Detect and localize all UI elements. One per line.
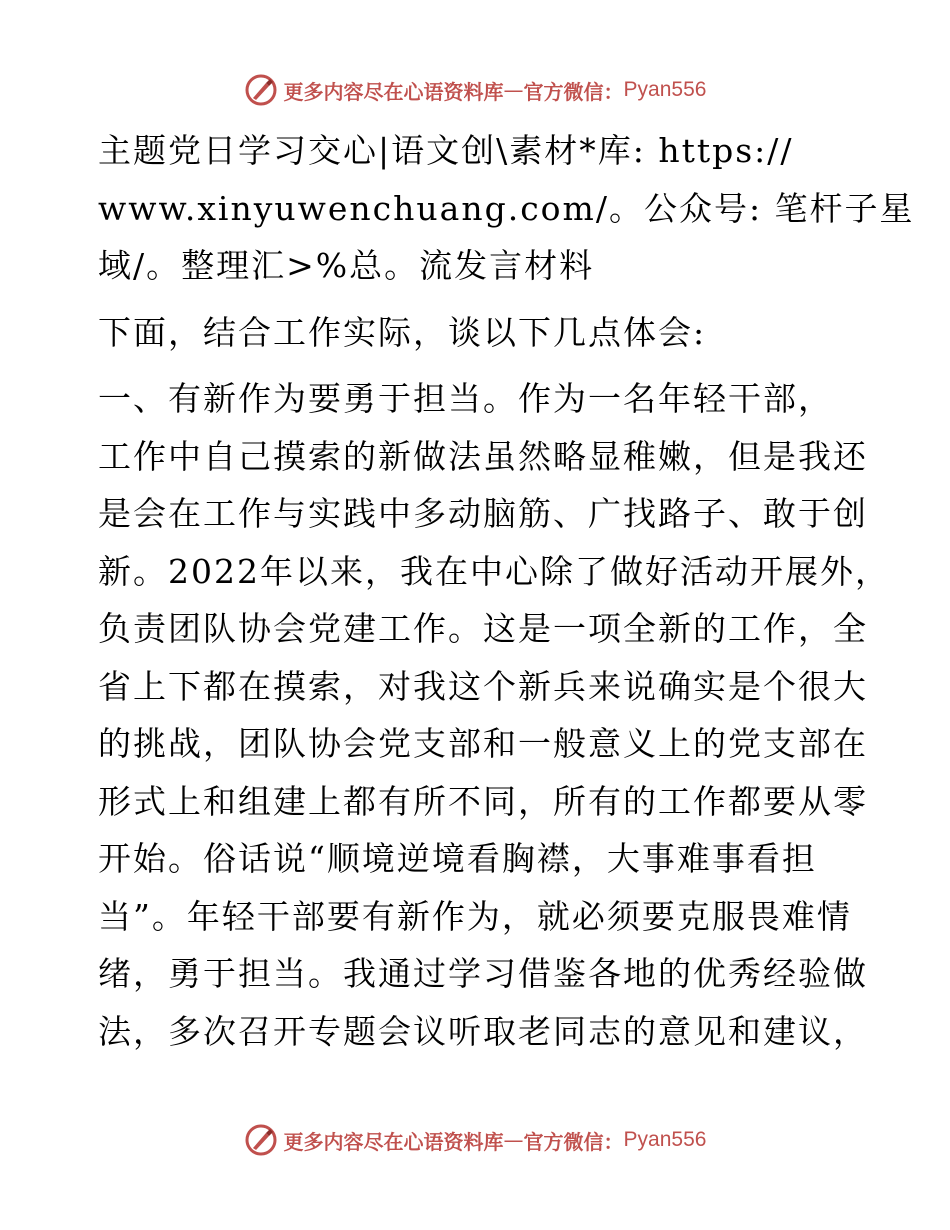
text-line: 下面，结合工作实际，谈以下几点体会:: [98, 312, 707, 352]
text-line: 绪，勇于担当。我通过学习借鉴各地的优秀经验做: [98, 954, 868, 993]
header-watermark: [0, 70, 950, 110]
pen-logo-icon: [244, 1123, 278, 1157]
text-line: 一、有新作为要勇于担当。作为一名年轻干部，: [98, 379, 833, 418]
watermark-id: Pyan556: [623, 78, 707, 101]
paragraph-3: [98, 370, 890, 1060]
pen-logo-icon: [244, 73, 278, 107]
text-line: www.xinyuwenchuang.com/。公众号: 笔杆子星: [98, 188, 915, 228]
watermark-dash: —: [503, 1128, 524, 1152]
watermark-text: 更多内容尽在心语资料库: [283, 1129, 504, 1154]
text-line: 省上下都在摸索，对我这个新兵来说确实是个很大: [98, 666, 868, 706]
text-line: 的挑战，团队协会党支部和一般意义上的党支部在: [98, 724, 868, 763]
footer-watermark: [0, 1120, 950, 1160]
text-line: 域/。整理汇>%总。流发言材料: [98, 246, 595, 285]
watermark-label: 官方微信：: [523, 79, 624, 104]
text-line: 是会在工作与实践中多动脑筋、广找路子、敢于创: [98, 494, 868, 533]
text-line: 当”。年轻干部要有新作为，就必须要克服畏难情: [98, 896, 852, 936]
watermark-dash: —: [503, 78, 524, 102]
watermark-id: Pyan556: [623, 1128, 707, 1151]
text-line: 形式上和组建上都有所不同，所有的工作都要从零: [98, 781, 868, 821]
text-line: 新。2022年以来，我在中心除了做好活动开展外，: [98, 551, 890, 591]
paragraph-1: [98, 122, 915, 295]
text-line: 工作中自己摸索的新做法虽然略显稚嫩，但是我还: [98, 436, 868, 476]
document-body: [98, 122, 915, 1069]
text-line: 开始。俗话说“顺境逆境看胸襟，大事难事看担: [98, 839, 817, 878]
text-line: 负责团队协会党建工作。这是一项全新的工作，全: [98, 609, 868, 648]
text-line: 法，多次召开专题会议听取老同志的意见和建议，: [98, 1011, 868, 1051]
watermark-label: 官方微信：: [523, 1129, 624, 1154]
text-line: 主题党日学习交心|语文创\素材*库: https://: [98, 131, 794, 170]
watermark-text: 更多内容尽在心语资料库: [283, 79, 504, 104]
paragraph-2: [98, 304, 850, 362]
